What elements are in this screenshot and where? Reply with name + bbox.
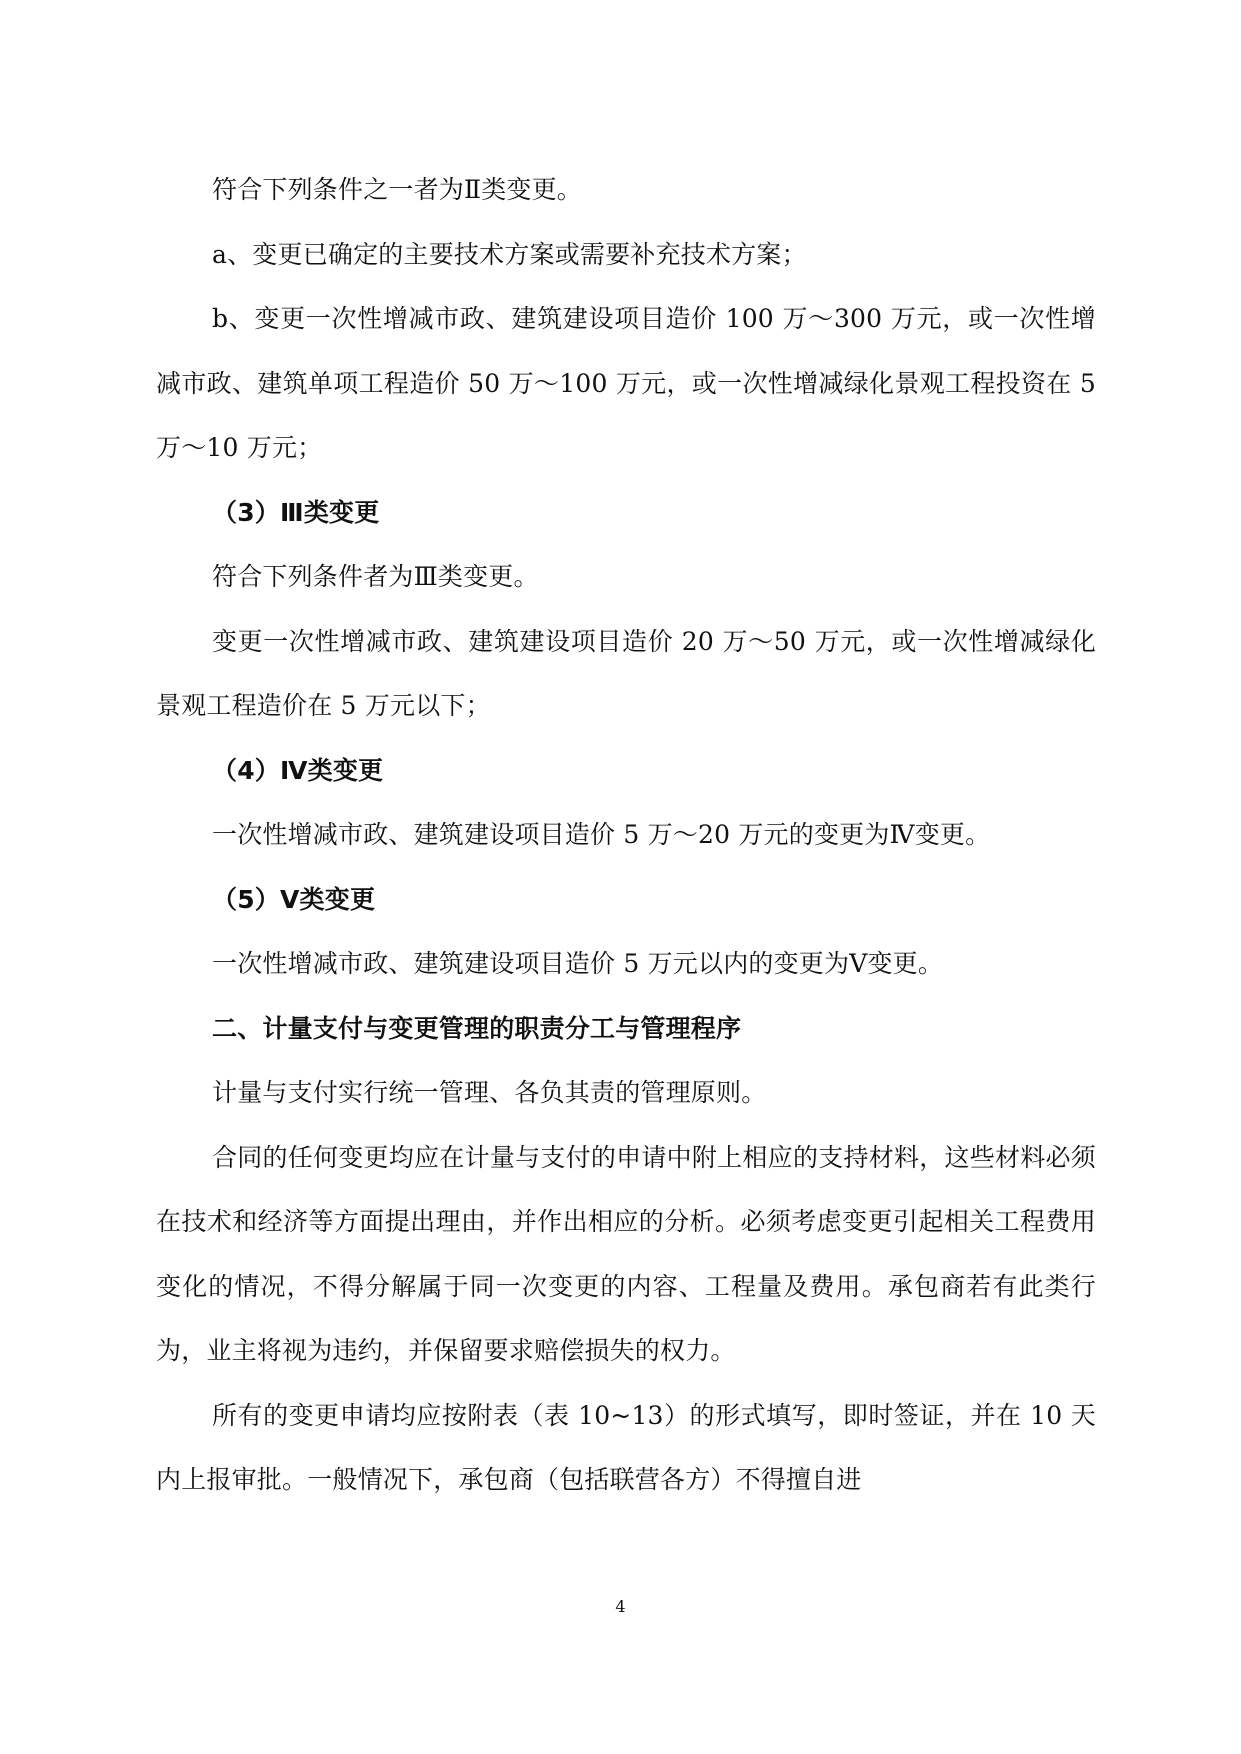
paragraph-class-v-condition: 一次性增减市政、建筑建设项目造价 5 万元以内的变更为Ⅴ变更。 [212,949,944,978]
paragraph-management-principle: 计量与支付实行统一管理、各负其责的管理原则。 [212,1078,767,1107]
heading-class-iii: （3）Ⅲ类变更 [212,497,380,527]
paragraph-class-iii-condition: 变更一次性增减市政、建筑建设项目造价 20 万～50 万元，或一次性增减绿化景观工程造价在 5 万元以下； [156,626,1096,720]
section-heading-responsibilities: 二、计量支付与变更管理的职责分工与管理程序 [212,1013,742,1043]
paragraph-class-ii-intro: 符合下列条件之一者为Ⅱ类变更。 [212,175,582,204]
paragraph-class-iv-condition: 一次性增减市政、建筑建设项目造价 5 万～20 万元的变更为Ⅳ变更。 [212,820,991,849]
paragraph-class-iii-intro: 符合下列条件者为Ⅲ类变更。 [212,562,539,591]
paragraph-condition-a: a、变更已确定的主要技术方案或需要补充技术方案； [212,239,807,269]
paragraph-supporting-materials: 合同的任何变更均应在计量与支付的申请中附上相应的支持材料，这些材料必须在技术和经济等方面提出理由，并作出相应的分析。必须考虑变更引起相关工程费用变化的情况，不得分解属于同一次变更的内容、工程量及费用。承包商若有此类行为，业主将视为违约，并保留要求赔偿损失的权力。 [156,1142,1096,1365]
page-number: 4 [615,1597,626,1616]
document-body [156,158,1096,1513]
heading-class-v: （5）Ⅴ类变更 [212,884,376,914]
paragraph-condition-b: b、变更一次性增减市政、建筑建设项目造价 100 万～300 万元，或一次性增减市政、建筑单项工程造价 50 万～100 万元，或一次性增减绿化景观工程投资在 5 万～10 万元； [156,304,1096,462]
paragraph-change-application: 所有的变更申请均应按附表（表 10~13）的形式填写，即时签证，并在 10 天内上报审批。一般情况下，承包商（包括联营各方）不得擅自进 [156,1400,1096,1494]
heading-class-iv: （4）Ⅳ类变更 [212,755,384,785]
